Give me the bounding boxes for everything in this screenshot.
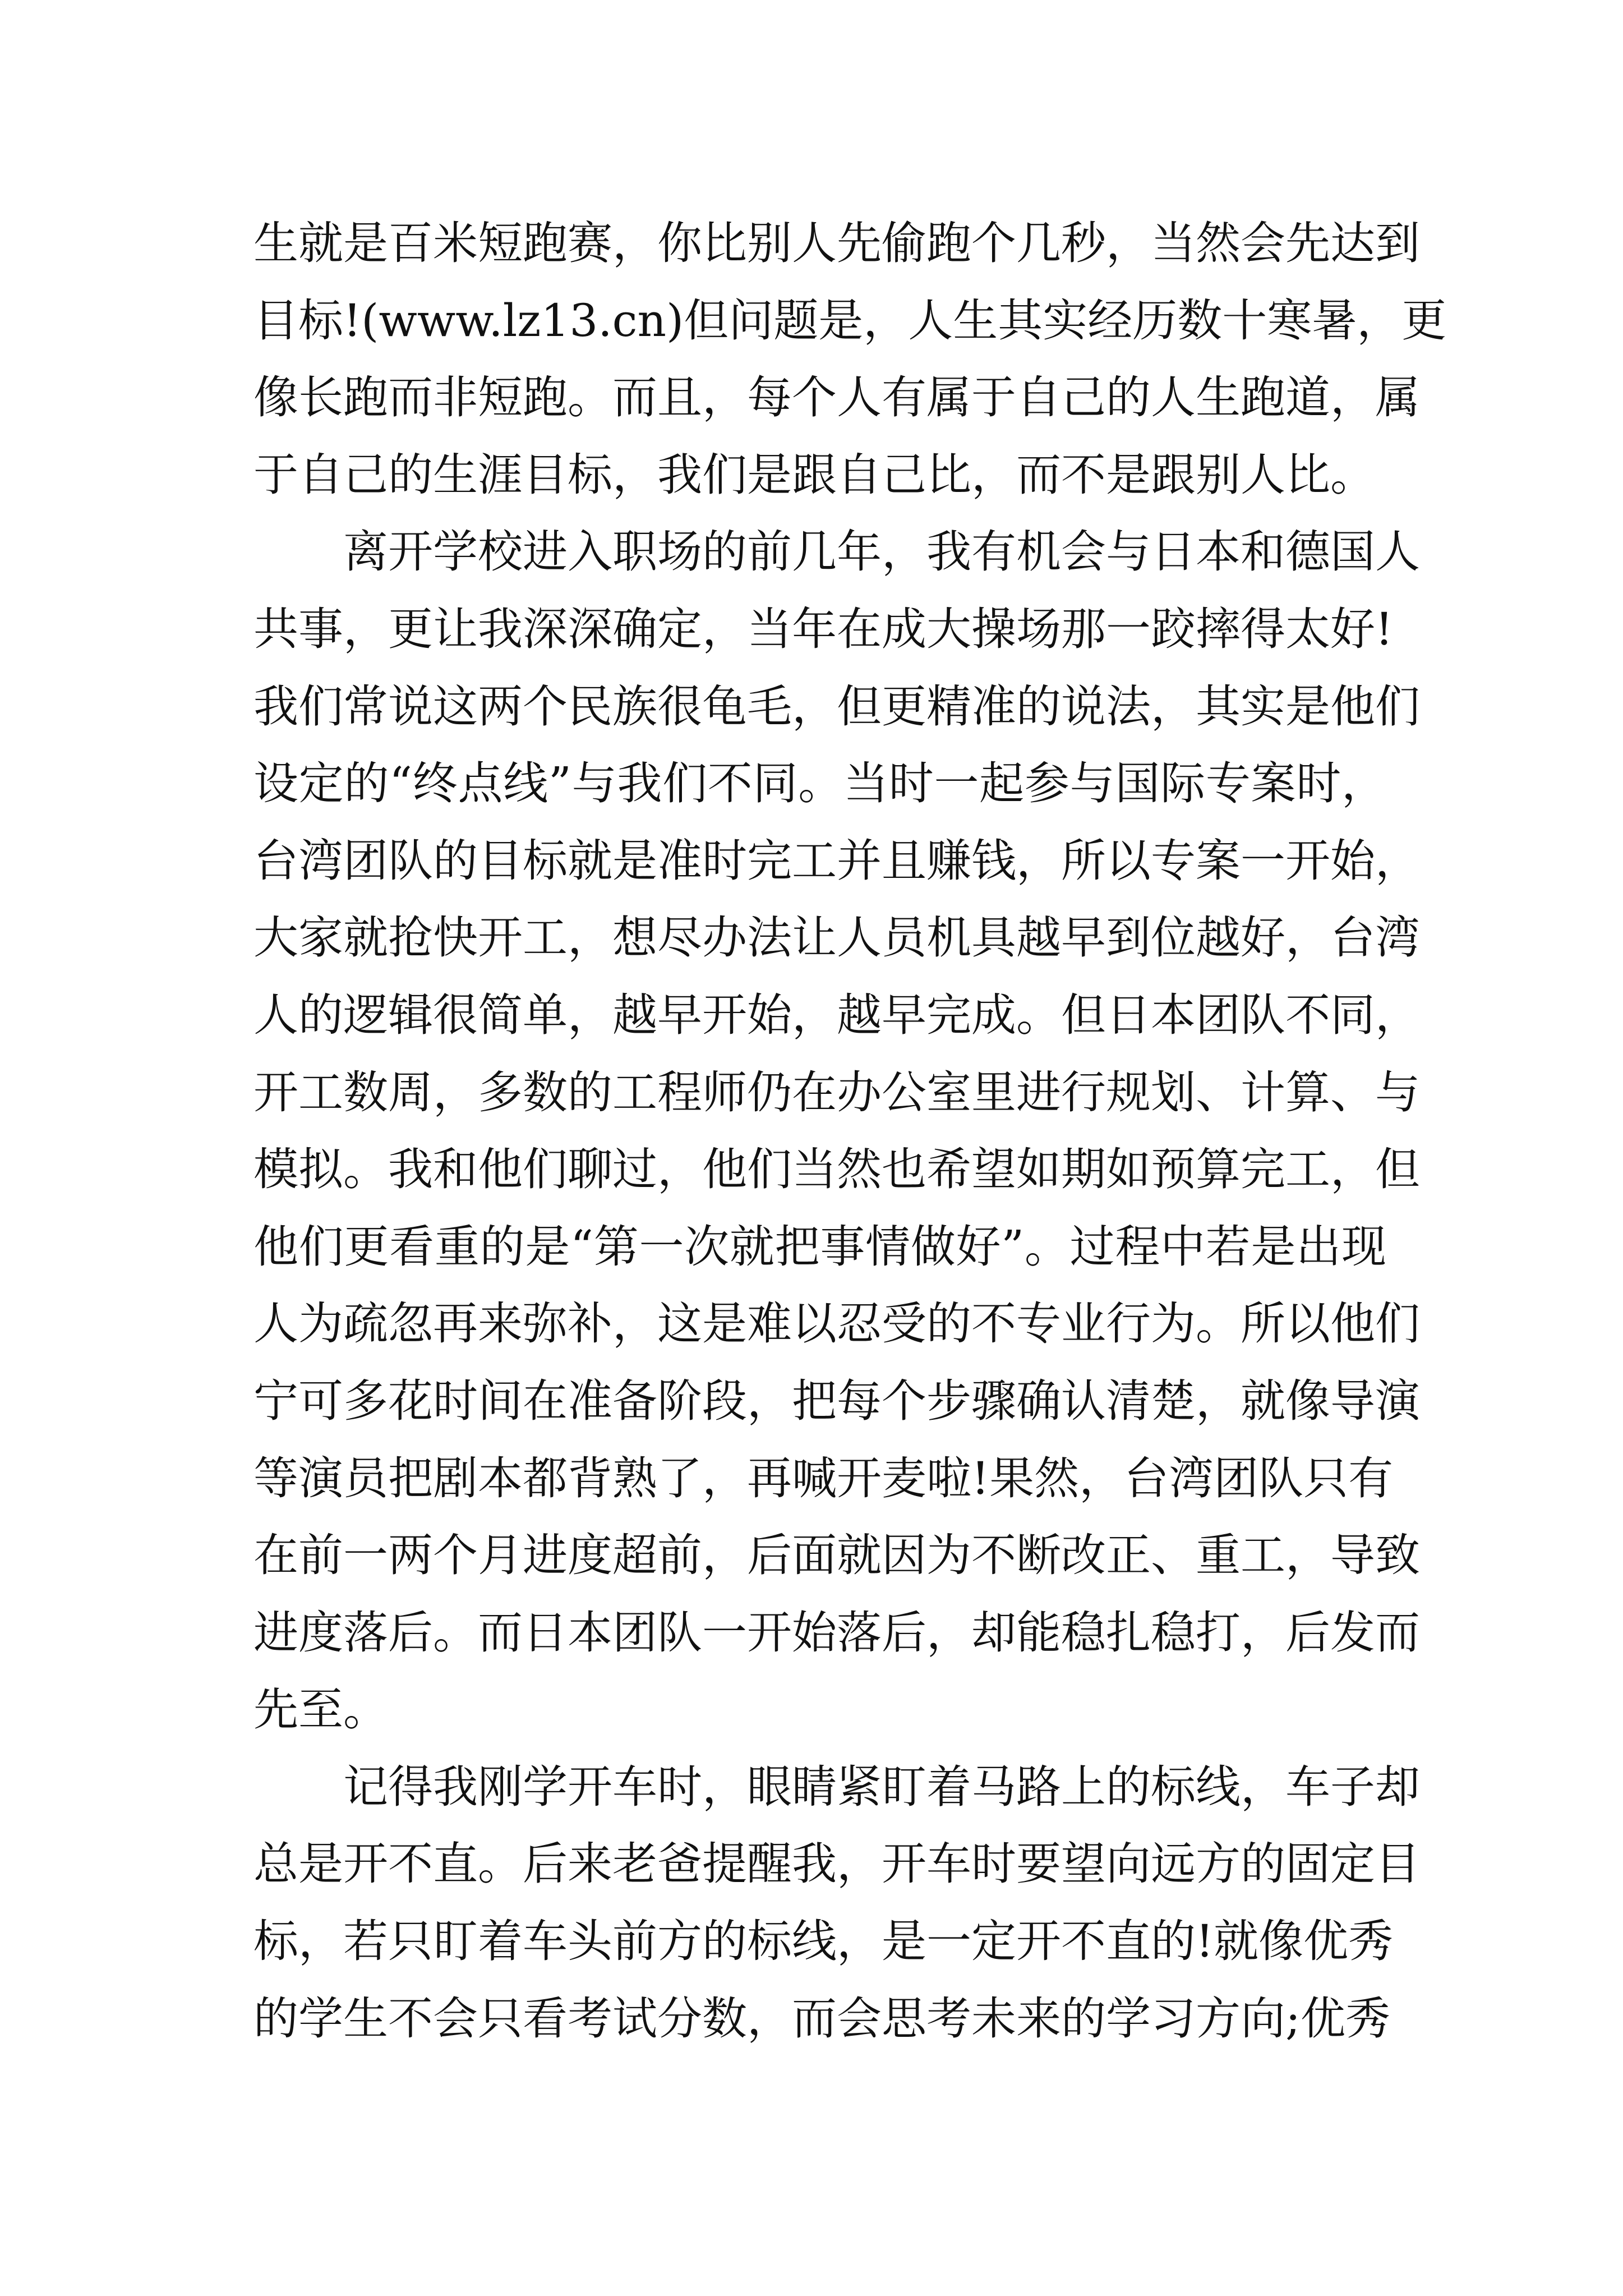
text-line: 他们更看重的是“第一次就把事情做好”。过程中若是出现 (253, 1220, 1386, 1273)
text-line: 人的逻辑很简单，越早开始，越早完成。但日本团队不同， (253, 988, 1420, 1041)
text-line: 我们常说这两个民族很龟毛，但更精准的说法，其实是他们 (253, 680, 1420, 733)
text-line: 大家就抢快开工，想尽办法让人员机具越早到位越好，台湾 (253, 912, 1420, 964)
document-body (253, 205, 1447, 2057)
text-line: 宁可多花时间在准备阶段，把每个步骤确认清楚，就像导演 (253, 1374, 1420, 1427)
text-line: 在前一两个月进度超前，后面就因为不断改正、重工，导致 (253, 1529, 1420, 1582)
text-line: 像长跑而非短跑。而且，每个人有属于自己的人生跑道，属 (253, 371, 1420, 424)
text-line: 目标!(www.lz13.cn)但问题是，人生其实经历数十寒暑，更 (253, 294, 1447, 347)
text-line: 的学生不会只看考试分数，而会思考未来的学习方向;优秀 (253, 1992, 1390, 2045)
text-line: 台湾团队的目标就是准时完工并且赚钱，所以专案一开始， (253, 834, 1420, 887)
text-line: 等演员把剧本都背熟了，再喊开麦啦!果然，台湾团队只有 (253, 1452, 1394, 1504)
text-line: 模拟。我和他们聊过，他们当然也希望如期如预算完工，但 (253, 1143, 1420, 1196)
text-line: 生就是百米短跑赛，你比别人先偷跑个几秒，当然会先达到 (253, 217, 1420, 269)
text-line: 共事，更让我深深确定，当年在成大操场那一跤摔得太好! (253, 602, 1394, 655)
paragraph (253, 205, 1447, 513)
text-line: 标，若只盯着车头前方的标线，是一定开不直的!就像优秀 (253, 1915, 1394, 1968)
paragraph (253, 1749, 1420, 2057)
text-line: 进度落后。而日本团队一开始落后，却能稳扎稳打，后发而 (253, 1606, 1420, 1659)
text-line: 设定的“终点线”与我们不同。当时一起参与国际专案时， (253, 757, 1386, 810)
paragraph (253, 513, 1420, 1749)
text-line: 人为疏忽再来弥补，这是难以忍受的不专业行为。所以他们 (253, 1297, 1420, 1350)
text-line: 总是开不直。后来老爸提醒我，开车时要望向远方的固定目 (253, 1838, 1420, 1890)
text-line: 于自己的生涯目标，我们是跟自己比，而不是跟别人比。 (253, 448, 1375, 501)
text-line: 离开学校进入职场的前几年，我有机会与日本和德国人 (343, 526, 1420, 578)
text-line: 记得我刚学开车时，眼睛紧盯着马路上的标线，车子却 (343, 1760, 1420, 1813)
text-line: 开工数周，多数的工程师仍在办公室里进行规划、计算、与 (253, 1066, 1420, 1119)
text-line: 先至。 (253, 1683, 388, 1736)
